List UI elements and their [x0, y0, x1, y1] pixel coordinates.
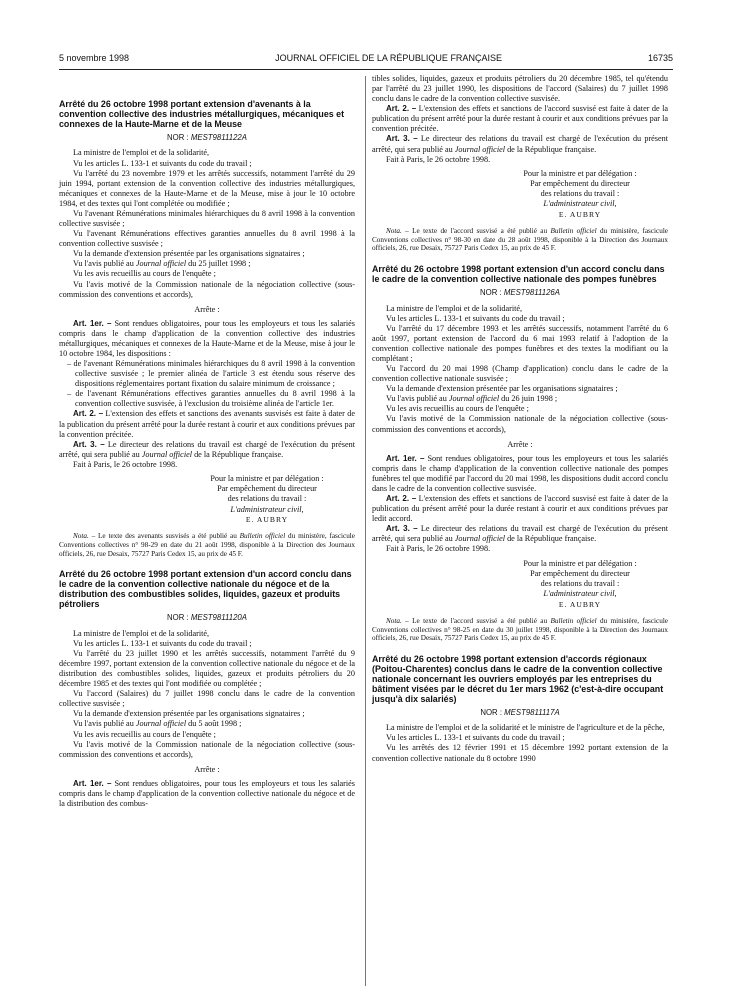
article-3: Art. 3. – Le directeur des relations du travail est chargé de l'exécution du présent arrêté, qui sera publié au Journal officiel de la République française.	[372, 134, 668, 154]
article-1: Art. 1er. – Sont rendues obligatoires, pour tous les employeurs et tous les salariés compris dans le champ d'application de la convention collective nationale des pompes funèbres tel que modifié par l'accord du 20 mai 1998, les dispositions dudit accord conclu dans le cadre de la convention collective susvisée.	[372, 453, 668, 493]
signature-block: Pour la ministre et par délégation : Par empêchement du directeur des relations du travail : L'administrateur civil, E. AUBRY	[523, 558, 637, 609]
paragraph: Vu l'avenant Rémunérations minimales hiérarchiques du 8 avril 1998 à la convention collective susvisée ;	[59, 208, 355, 229]
paragraph: Vu l'avis publié au Journal officiel du 26 juin 1998 ;	[386, 394, 558, 404]
list-item: – de l'avenant Rémunérations effectives garanties annuelles du 8 avril 1998 à la convention collective susvisée, à l'exclusion du troisième alinéa de l'article 1er.	[67, 389, 355, 409]
signature-block: Pour la ministre et par délégation : Par empêchement du directeur des relations du travail : L'administrateur civil, E. AUBRY	[210, 473, 324, 524]
article-3: Art. 3. – Le directeur des relations du travail est chargé de l'exécution du présent arrêté, qui sera publié au Journal officiel de la République française.	[372, 524, 668, 544]
paragraph: La ministre de l'emploi et de la solidarité,	[73, 628, 210, 638]
paragraph: Vu l'arrêté du 17 décembre 1993 et les arrêtés successifs, notamment l'arrêté du 6 août 1997, portant extension de l'accord du 6 mai 1993 relatif à l'adoption de la convention collective nationale des pompes funèbres et des textes la modifiant ou la complétant ;	[372, 323, 668, 364]
paragraph: La ministre de l'emploi et de la solidarité,	[386, 303, 523, 313]
arrete-heading: Arrête :	[507, 439, 533, 449]
paragraph: Vu l'arrêté du 23 juillet 1990 et les arrêtés successifs, notamment l'arrêté du 9 décembre 1997, portant extension de la convention collective nationale du négoce et de la distribution des combustibles solides, liquides, gazeux et produits pétroliers du 20 décembre 1985 et des textes qui l'ont modifiée ou complétée ;	[59, 648, 355, 689]
article-2: Art. 2. – L'extension des effets et sanctions de l'accord susvisé est faite à dater de la publication du présent arrêté pour la durée restant à courir et aux conditions prévues par ledit accord.	[372, 494, 669, 524]
paragraph: Vu les articles L. 133-1 et suivants du code du travail ;	[386, 313, 565, 323]
section-2-title: Arrêté du 26 octobre 1998 portant extension d'un accord conclu dans le cadre de la convention collective nationale du négoce et de la distribution des combustibles solides, liquides, gazeux et produits pétroliers	[59, 569, 352, 610]
nota: Nota. – Le texte de l'accord susvisé a été publié au Bulletin officiel du ministère, fascicule Conventions collectives n° 98-30 en date du 28 août 1998, disponible à la Direction des Journaux officiels, 26, rue Desaix, 75727 Paris Cedex 15, au prix de 45 F.	[372, 227, 669, 253]
article-3: Art. 3. – Le directeur des relations du travail est chargé de l'exécution du présent arrêté, qui sera publié au Journal officiel de la République française.	[59, 439, 355, 459]
paragraph: Vu l'accord du 20 mai 1998 (Champ d'application) conclu dans le cadre de la convention collective nationale susvisée ;	[372, 364, 668, 384]
paragraph: La ministre de l'emploi et de la solidarité,	[73, 148, 210, 158]
page-header	[59, 53, 673, 67]
paragraph: Vu la demande d'extension présentée par les organisations signataires ;	[386, 384, 618, 394]
paragraph: Vu la demande d'extension présentée par les organisations signataires ;	[73, 709, 305, 719]
section-2-nor: NOR : MEST9811120A	[167, 613, 247, 623]
list-item: – de l'avenant Rémunérations minimales hiérarchiques du 8 avril 1998 à la convention collective susvisée ; le premier alinéa de l'article 3 est étendu sous réserve des dispositions réglementaires portant fixation du salaire minimum de croissance ;	[67, 359, 355, 389]
arrete-heading: Arrête :	[194, 764, 220, 774]
section-1-nor: NOR : MEST9811122A	[167, 132, 247, 142]
paragraph: Vu les articles L. 133-1 et suivants du code du travail ;	[73, 158, 252, 168]
header-rule	[59, 69, 673, 70]
paragraph: Vu l'avis publié au Journal officiel du 5 août 1998 ;	[73, 719, 242, 729]
fait-a-paris: Fait à Paris, le 26 octobre 1998.	[73, 459, 178, 469]
left-column	[59, 100, 355, 809]
article-2: Art. 2. – L'extension des effets et sanctions des avenants susvisés est faite à dater de la publication du présent arrêté pour la durée restant à courir et aux conditions prévues par la convention précitée.	[59, 409, 356, 439]
section-3-nor: NOR : MEST9811126A	[480, 288, 560, 298]
paragraph: Vu les articles L. 133-1 et suivants du code du travail ;	[73, 638, 252, 648]
fait-a-paris: Fait à Paris, le 26 octobre 1998.	[386, 154, 491, 164]
nota: Nota. – Le texte de l'accord susvisé a été publié au Bulletin officiel du ministère, fascicule Conventions collectives n° 98-25 en date du 30 juillet 1998, disponible à la Direction des Journaux officiels, 26, rue Desaix, 75727 Paris Cedex 15, au prix de 45 F.	[372, 616, 669, 643]
paragraph: Vu l'avis motivé de la Commission nationale de la négociation collective (sous-commission des conventions et accords),	[59, 739, 355, 759]
paragraph: La ministre de l'emploi et de la solidarité et le ministre de l'agriculture et de la pêche,	[386, 723, 665, 733]
paragraph: Vu l'accord (Salaires) du 7 juillet 1998 conclu dans le cadre de la convention collective susvisée ;	[59, 689, 355, 709]
paragraph: Vu les arrêtés des 12 février 1991 et 15 décembre 1992 portant extension de la convention collective nationale du 8 octobre 1990	[372, 743, 668, 763]
header-date: 5 novembre 1998	[59, 53, 130, 63]
column-divider	[365, 76, 366, 986]
signature-block: Pour la ministre et par délégation : Par empêchement du directeur des relations du travail : L'administrateur civil, E. AUBRY	[523, 168, 637, 219]
article-2: Art. 2. – L'extension des effets et sanctions de l'accord susvisé est faite à dater de la publication du présent arrêté pour la durée restant à courir et aux conditions prévues par la convention précitée.	[372, 104, 669, 134]
section-4-nor: NOR : MEST9811117A	[480, 707, 560, 717]
paragraph: Vu les avis recueillis au cours de l'enquête ;	[73, 269, 216, 279]
paragraph: Vu la demande d'extension présentée par les organisations signataires ;	[73, 249, 305, 259]
header-journal-title: JOURNAL OFFICIEL DE LA RÉPUBLIQUE FRANÇAISE	[275, 53, 502, 63]
paragraph: Vu l'avenant Rémunérations effectives garanties annuelles du 8 avril 1998 à la convention collective susvisée ;	[59, 229, 355, 249]
article-1: Art. 1er. – Sont rendues obligatoires, pour tous les employeurs et tous les salariés compris dans le champ d'application de la convention collective nationale du négoce et de la distribution des combus-	[59, 778, 355, 809]
fait-a-paris: Fait à Paris, le 26 octobre 1998.	[386, 544, 491, 554]
paragraph: Vu les articles L. 133-1 et suivants du code du travail ;	[386, 733, 565, 743]
paragraph: tibles solides, liquides, gazeux et produits pétroliers du 20 décembre 1985, tel qu'étendu par l'arrêté du 23 juillet 1990, les dispositions de l'accord (Salaires) du 7 juillet 1998 conclu dans le cadre de la convention collective susvisée.	[372, 74, 668, 104]
right-column	[372, 74, 668, 764]
header-page-number: 16735	[647, 53, 673, 63]
paragraph: Vu l'avis publié au Journal officiel du 25 juillet 1998 ;	[73, 259, 251, 269]
nota: Nota. – Le texte des avenants susvisés a été publié au Bulletin officiel du ministère, fascicule Conventions collectives n° 98-29 en date du 21 août 1998, disponible à la Direction des Journaux officiels, 26, rue Desaix, 75727 Paris Cedex 15, au prix de 45 F.	[59, 532, 355, 558]
section-4-title: Arrêté du 26 octobre 1998 portant extension d'accords régionaux (Poitou-Charentes) conclus dans le cadre de la convention collective nationale concernant les ouvriers employés par les entreprises du bâtiment visées par le décret du 1er mars 1962 (c'est-à-dire occupant jusqu'à dix salariés)	[372, 653, 664, 704]
paragraph: Vu l'avis motivé de la Commission nationale de la négociation collective (sous-commission des conventions et accords),	[372, 414, 668, 434]
paragraph: Vu l'arrêté du 23 novembre 1979 et les arrêtés successifs, notamment l'arrêté du 29 juin 1994, portant extension de la convention collective des industries métallurgiques, mécaniques et connexes de la Haute-Marne et de la Meuse, mise à jour le 10 octobre 1984, et des textes qui l'ont complétée ou modifiée ;	[59, 168, 355, 208]
section-1-title: Arrêté du 26 octobre 1998 portant extension d'avenants à la convention collective des industries métallurgiques, mécaniques et connexes de la Haute-Marne et de la Meuse	[59, 99, 345, 129]
paragraph: Vu les avis recueillis au cours de l'enquête ;	[73, 729, 216, 739]
arrete-heading: Arrête :	[194, 304, 220, 314]
paragraph: Vu les avis recueillis au cours de l'enquête ;	[386, 404, 529, 414]
paragraph: Vu l'avis motivé de la Commission nationale de la négociation collective (sous-commission des conventions et accords),	[59, 279, 355, 299]
article-1: Art. 1er. – Sont rendues obligatoires, pour tous les employeurs et tous les salariés compris dans le champ d'application de la convention collective des industries métallurgiques, mécaniques et connexes de la Haute-Marne et de la Meuse, mise à jour le 10 octobre 1984, les dispositions :	[59, 318, 355, 358]
section-3-title: Arrêté du 26 octobre 1998 portant extension d'un accord conclu dans le cadre de la convention collective nationale des pompes funèbres	[372, 264, 665, 285]
